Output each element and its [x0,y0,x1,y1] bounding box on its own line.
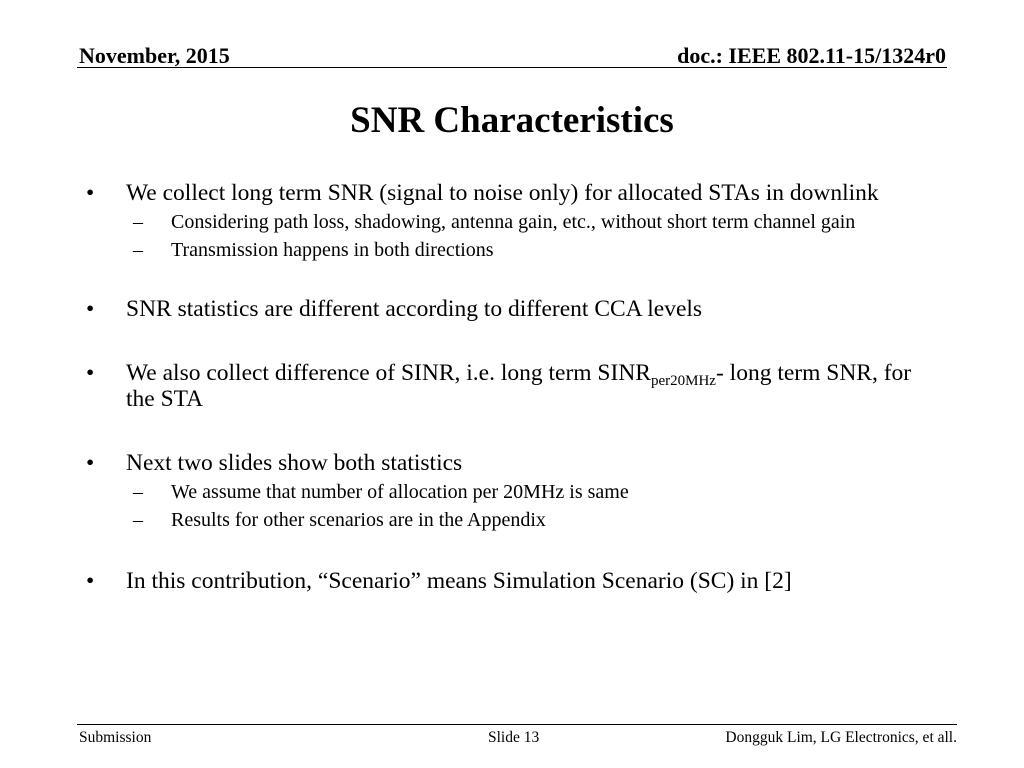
header-date: November, 2015 [79,43,230,68]
bullet-2 [82,296,942,322]
footer-submission: Submission [79,729,152,746]
slide-content [82,180,942,594]
slide-title: SNR Characteristics [350,100,674,141]
bullet-3-subscript: per20MHz [650,373,716,389]
bullet-1-sub-2 [82,239,942,262]
bullet-4-text: Next two slides show both statistics [126,450,463,476]
bullet-marker: • [86,568,95,594]
bullet-1-text: We collect long term SNR (signal to noise only) for allocated STAs in downlink [126,180,879,206]
bullet-1 [82,180,942,206]
footer-rule [77,724,957,725]
header-doc-id: doc.: IEEE 802.11-15/1324r0 [677,43,946,68]
bullet-marker: • [86,180,95,206]
bullet-4-sub-1-text: We assume that number of allocation per 20MHz is same [171,481,629,503]
bullet-3-text-after: - long term SNR, for the STA [126,360,912,412]
sub-bullet-marker: – [133,211,143,233]
sub-bullet-marker: – [133,481,143,503]
bullet-4 [82,450,942,476]
sub-bullet-marker: – [133,239,143,261]
bullet-2-text: SNR statistics are different according to different CCA levels [126,296,703,322]
header-rule [77,67,947,68]
bullet-3-text-before: We also collect difference of SINR, i.e. long term SINR [126,360,651,386]
footer-slide-number: Slide 13 [488,729,540,746]
sub-bullet-marker: – [133,509,143,531]
bullet-marker: • [86,296,95,322]
bullet-4-sub-2-text: Results for other scenarios are in the Appendix [171,509,546,531]
bullet-4-sub-2 [82,509,942,532]
bullet-4-sub-1 [82,481,942,504]
bullet-5-text: In this contribution, “Scenario” means Simulation Scenario (SC) in [2] [126,568,792,594]
bullet-marker: • [86,450,95,476]
bullet-marker: • [86,360,95,386]
bullet-5 [82,568,942,594]
bullet-1-sub-2-text: Transmission happens in both directions [171,239,494,261]
bullet-3 [82,360,942,412]
bullet-1-sub-1 [82,211,942,234]
bullet-1-sub-1-text: Considering path loss, shadowing, antenna gain, etc., without short term channel gain [171,211,856,233]
footer-authors: Dongguk Lim, LG Electronics, et all. [725,729,957,746]
